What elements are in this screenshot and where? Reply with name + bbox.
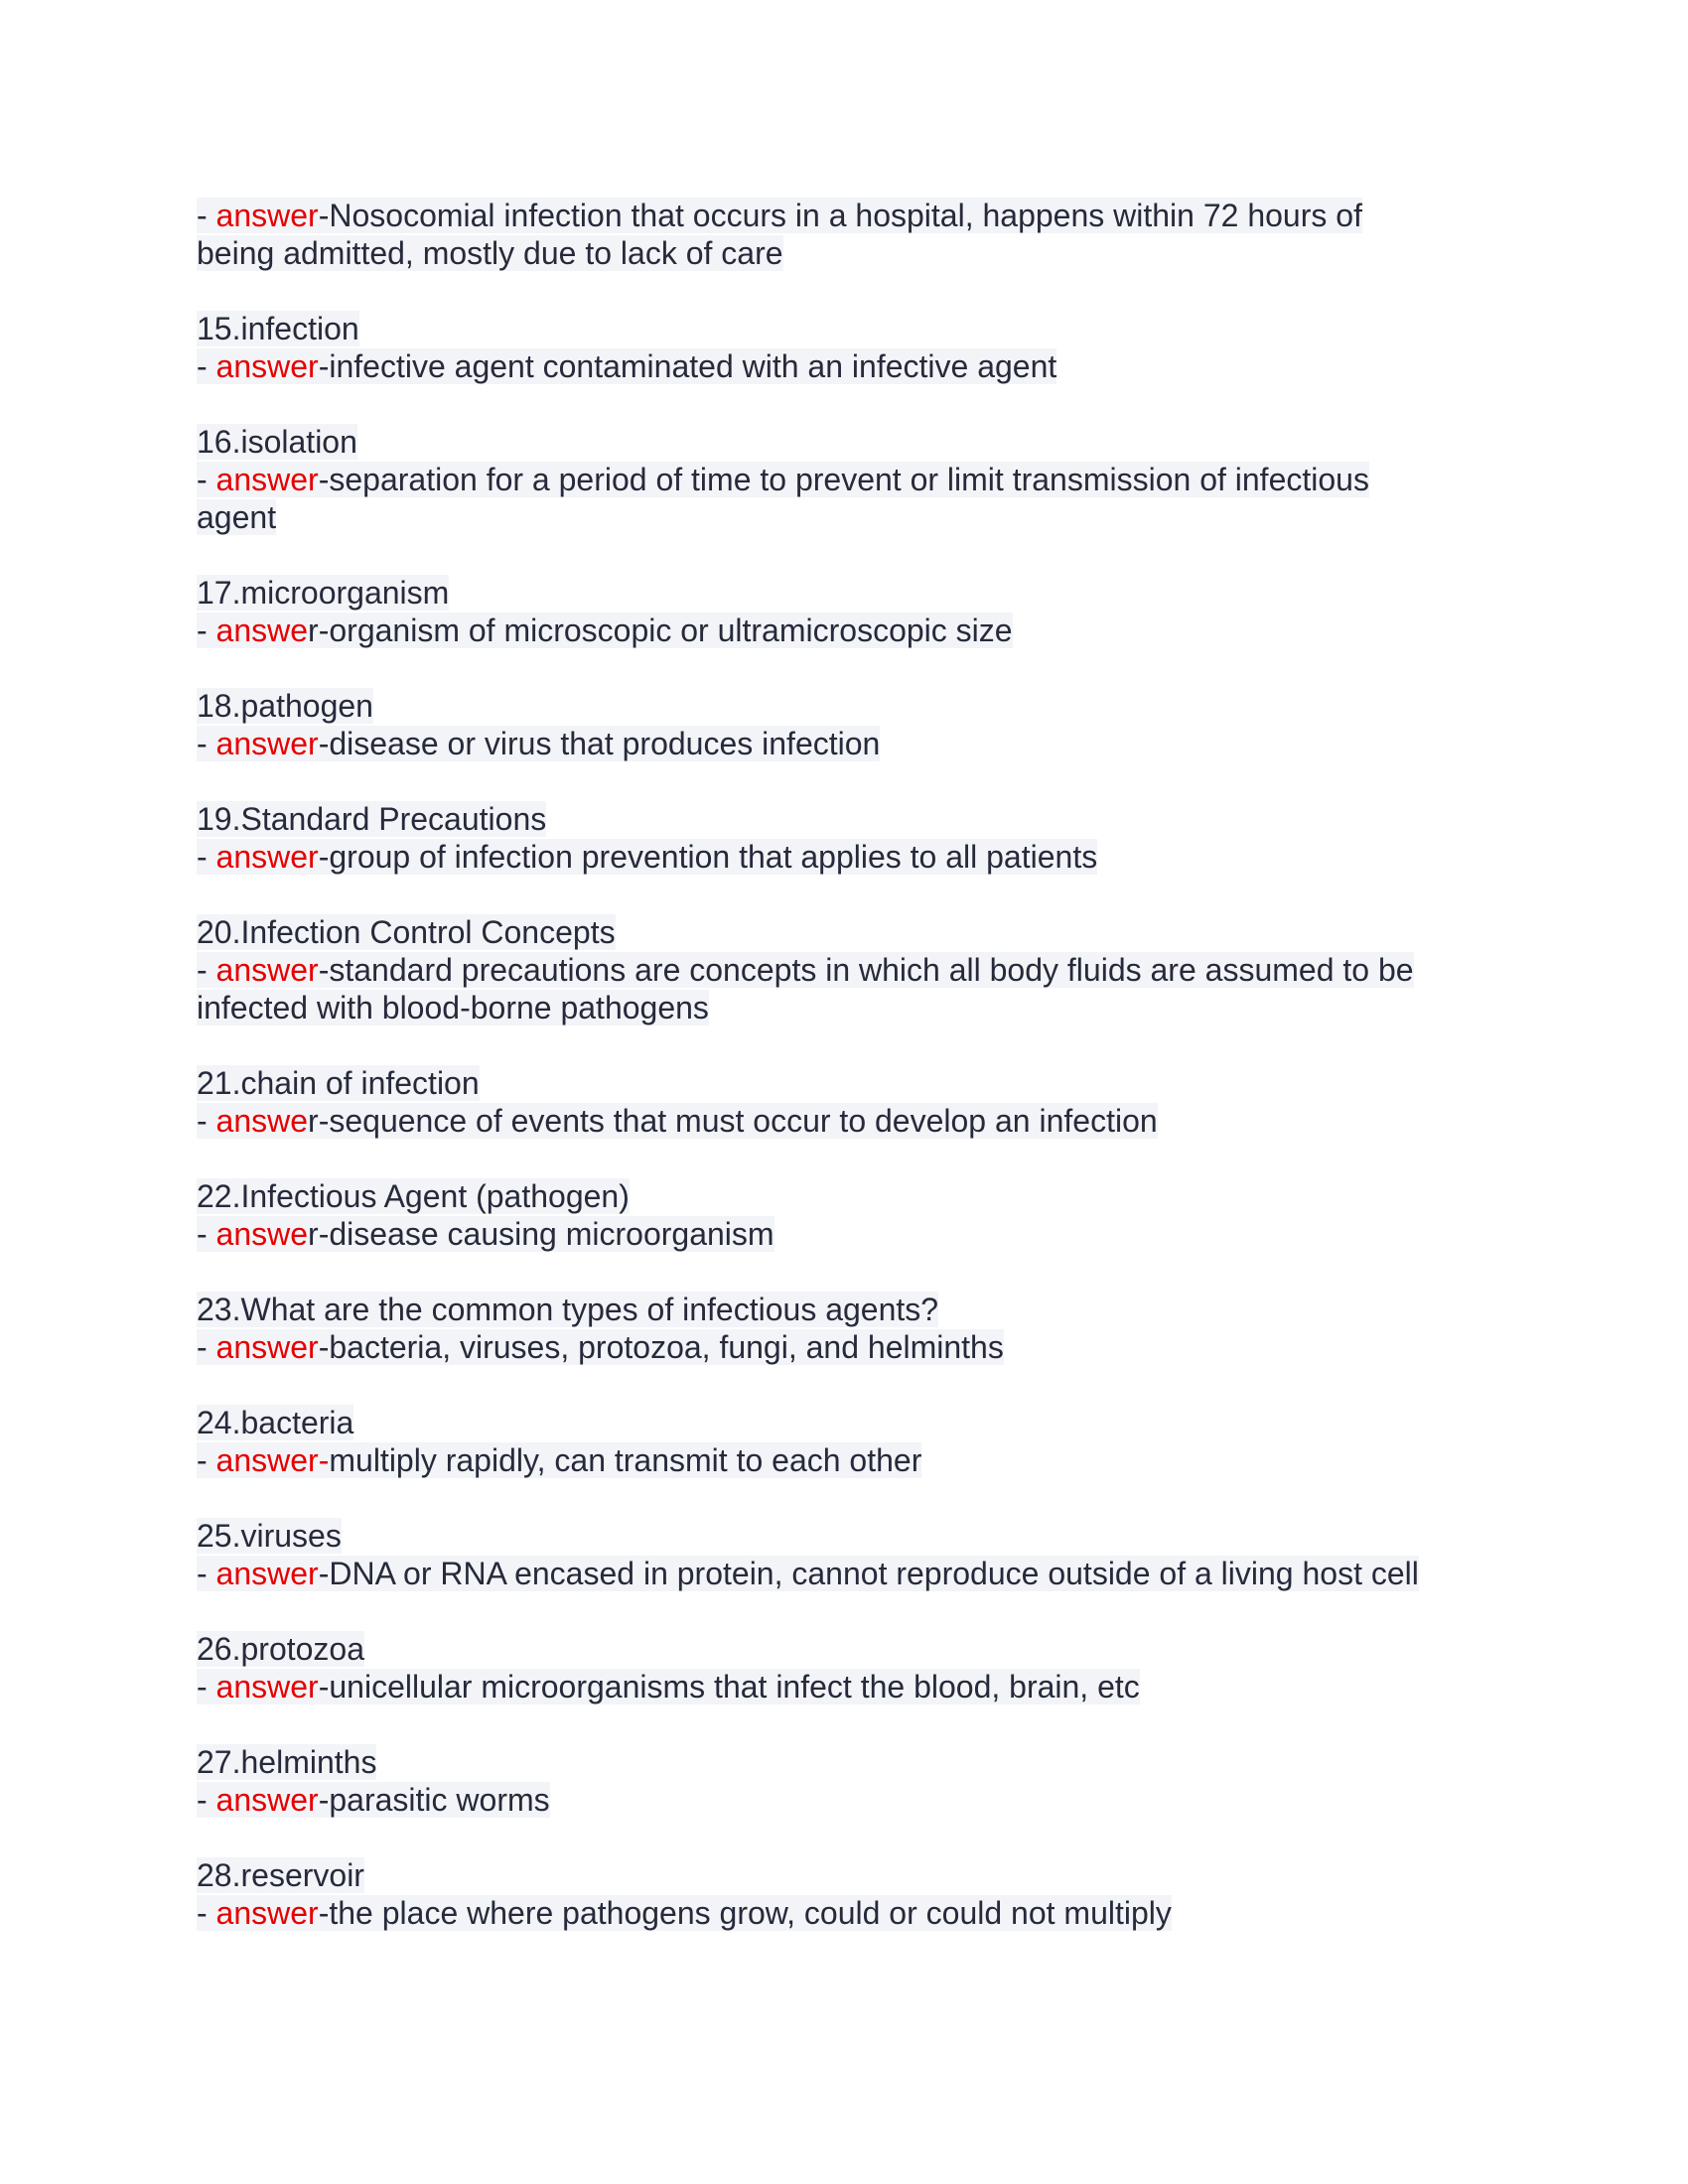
term-line <box>197 1291 1487 1328</box>
answer-dash: - <box>197 726 216 761</box>
answer-definition: bacteria, viruses, protozoa, fungi, and helminths <box>329 1329 1004 1365</box>
flashcard-entry <box>197 1743 1487 1819</box>
answer-separator: - <box>318 952 330 988</box>
answer-text <box>197 462 1369 497</box>
answer-definition: disease causing microorganism <box>329 1216 774 1252</box>
answer-text <box>197 613 1013 648</box>
answer-line <box>197 1555 1487 1592</box>
answer-text <box>197 198 1362 233</box>
answer-line <box>197 725 1487 762</box>
answer-dash: - <box>197 198 216 233</box>
answer-line <box>197 1215 1487 1253</box>
answer-dash: - <box>197 1895 216 1931</box>
answer-definition: group of infection prevention that applies to all patients <box>329 839 1098 875</box>
answer-separator: - <box>318 1782 330 1818</box>
term-line <box>197 1856 1487 1894</box>
answer-label: answe <box>215 613 309 648</box>
answer-definition: infective agent contaminated with an infective agent <box>329 348 1057 384</box>
term-line <box>197 913 1487 951</box>
answer-separator: r- <box>308 1216 330 1252</box>
answer-separator: - <box>318 1669 330 1705</box>
term-line <box>197 1517 1487 1555</box>
answer-dash: - <box>197 1216 216 1252</box>
answer-label: answer <box>215 952 319 988</box>
answer-separator: - <box>318 726 330 761</box>
answer-line <box>197 1328 1487 1366</box>
answer-label: answer <box>215 1895 319 1931</box>
term-line <box>197 1743 1487 1781</box>
answer-separator: - <box>318 1329 330 1365</box>
answer-continuation-text: agent <box>197 499 277 535</box>
answer-dash: - <box>197 1442 216 1478</box>
answer-dash: - <box>197 839 216 875</box>
answer-label: answe <box>215 1216 309 1252</box>
answer-text <box>197 1103 1158 1139</box>
term-line <box>197 800 1487 838</box>
answer-line <box>197 838 1487 876</box>
term-text: 27.helminths <box>197 1744 377 1780</box>
answer-label: answe <box>215 1103 309 1139</box>
term-text: 26.protozoa <box>197 1631 365 1667</box>
flashcard-entry <box>197 197 1487 272</box>
answer-separator: - <box>318 348 330 384</box>
flashcard-entry <box>197 1856 1487 1932</box>
flashcard-entry <box>197 687 1487 762</box>
answer-definition: separation for a period of time to prevent or limit transmission of infectious <box>329 462 1369 497</box>
answer-line <box>197 612 1487 649</box>
answer-definition: Nosocomial infection that occurs in a hospital, happens within 72 hours of <box>329 198 1362 233</box>
term-text: 24.bacteria <box>197 1405 354 1440</box>
answer-text <box>197 1669 1140 1705</box>
answer-dash: - <box>197 348 216 384</box>
flashcard-entry <box>197 310 1487 385</box>
answer-separator: - <box>318 1556 330 1591</box>
flashcard-entry <box>197 1064 1487 1140</box>
answer-separator: r- <box>308 1103 330 1139</box>
answer-text <box>197 726 880 761</box>
term-text: 28.reservoir <box>197 1857 364 1893</box>
flashcard-entry <box>197 800 1487 876</box>
answer-line <box>197 1441 1487 1479</box>
term-line <box>197 423 1487 461</box>
answer-dash: - <box>197 1103 216 1139</box>
answer-line <box>197 461 1487 498</box>
answer-definition: organism of microscopic or ultramicroscopic size <box>329 613 1013 648</box>
answer-continuation-line <box>197 498 1487 536</box>
answer-continuation-text: being admitted, mostly due to lack of care <box>197 235 783 271</box>
answer-separator: - <box>318 462 330 497</box>
answer-label: answer <box>215 1669 319 1705</box>
answer-text <box>197 348 1056 384</box>
term-text: 23.What are the common types of infectious agents? <box>197 1292 939 1327</box>
answer-line <box>197 1668 1487 1706</box>
flashcard-entry <box>197 1517 1487 1592</box>
answer-line <box>197 1102 1487 1140</box>
answer-definition: disease or virus that produces infection <box>329 726 881 761</box>
answer-continuation-line <box>197 989 1487 1026</box>
answer-label: answer <box>215 198 319 233</box>
answer-text <box>197 839 1097 875</box>
answer-continuation-text: infected with blood-borne pathogens <box>197 990 709 1025</box>
term-line <box>197 1630 1487 1668</box>
flashcard-entry <box>197 574 1487 649</box>
flashcard-entry <box>197 1404 1487 1479</box>
term-line <box>197 310 1487 347</box>
answer-label: answer <box>215 726 319 761</box>
answer-definition: the place where pathogens grow, could or could not multiply <box>329 1895 1172 1931</box>
answer-text <box>197 1782 550 1818</box>
term-line <box>197 687 1487 725</box>
answer-dash: - <box>197 1556 216 1591</box>
answer-line <box>197 1781 1487 1819</box>
flashcard-entry <box>197 1630 1487 1706</box>
answer-dash: - <box>197 1782 216 1818</box>
answer-dash: - <box>197 1329 216 1365</box>
term-text: 15.infection <box>197 311 359 346</box>
flashcard-entry <box>197 423 1487 536</box>
answer-line <box>197 951 1487 989</box>
term-text: 16.isolation <box>197 424 357 460</box>
term-text: 18.pathogen <box>197 688 373 724</box>
flashcard-entry <box>197 1177 1487 1253</box>
answer-separator: - <box>318 839 330 875</box>
flashcard-entry <box>197 1291 1487 1366</box>
answer-dash: - <box>197 1669 216 1705</box>
answer-label: answer <box>215 839 319 875</box>
term-text: 22.Infectious Agent (pathogen) <box>197 1178 630 1214</box>
answer-label: answer <box>215 1329 319 1365</box>
answer-dash: - <box>197 462 216 497</box>
term-line <box>197 574 1487 612</box>
answer-definition: multiply rapidly, can transmit to each other <box>329 1442 922 1478</box>
answer-separator: - <box>318 1895 330 1931</box>
term-line <box>197 1064 1487 1102</box>
term-text: 20.Infection Control Concepts <box>197 914 616 950</box>
answer-line <box>197 197 1487 234</box>
answer-label: answer <box>215 1556 319 1591</box>
term-text: 21.chain of infection <box>197 1065 480 1101</box>
answer-label: answer- <box>215 1442 330 1478</box>
answer-definition: DNA or RNA encased in protein, cannot reproduce outside of a living host cell <box>329 1556 1419 1591</box>
answer-definition: parasitic worms <box>329 1782 550 1818</box>
answer-definition: standard precautions are concepts in which all body fluids are assumed to be <box>329 952 1414 988</box>
flashcard-entry <box>197 913 1487 1026</box>
answer-definition: sequence of events that must occur to develop an infection <box>329 1103 1158 1139</box>
answer-label: answer <box>215 462 319 497</box>
term-text: 17.microorganism <box>197 575 450 611</box>
answer-text <box>197 1216 774 1252</box>
answer-text <box>197 1895 1172 1931</box>
answer-dash: - <box>197 952 216 988</box>
term-text: 19.Standard Precautions <box>197 801 547 837</box>
answer-separator: - <box>318 198 330 233</box>
answer-continuation-line <box>197 234 1487 272</box>
answer-text <box>197 1329 1004 1365</box>
answer-label: answer <box>215 348 319 384</box>
answer-definition: unicellular microorganisms that infect the blood, brain, etc <box>329 1669 1140 1705</box>
answer-dash: - <box>197 613 216 648</box>
term-line <box>197 1177 1487 1215</box>
answer-separator: r- <box>308 613 330 648</box>
answer-line <box>197 347 1487 385</box>
answer-label: answer <box>215 1782 319 1818</box>
answer-text <box>197 952 1414 988</box>
term-line <box>197 1404 1487 1441</box>
answer-text <box>197 1442 921 1478</box>
answer-line <box>197 1894 1487 1932</box>
answer-text <box>197 1556 1419 1591</box>
term-text: 25.viruses <box>197 1518 342 1554</box>
flashcard-list <box>197 197 1487 1970</box>
